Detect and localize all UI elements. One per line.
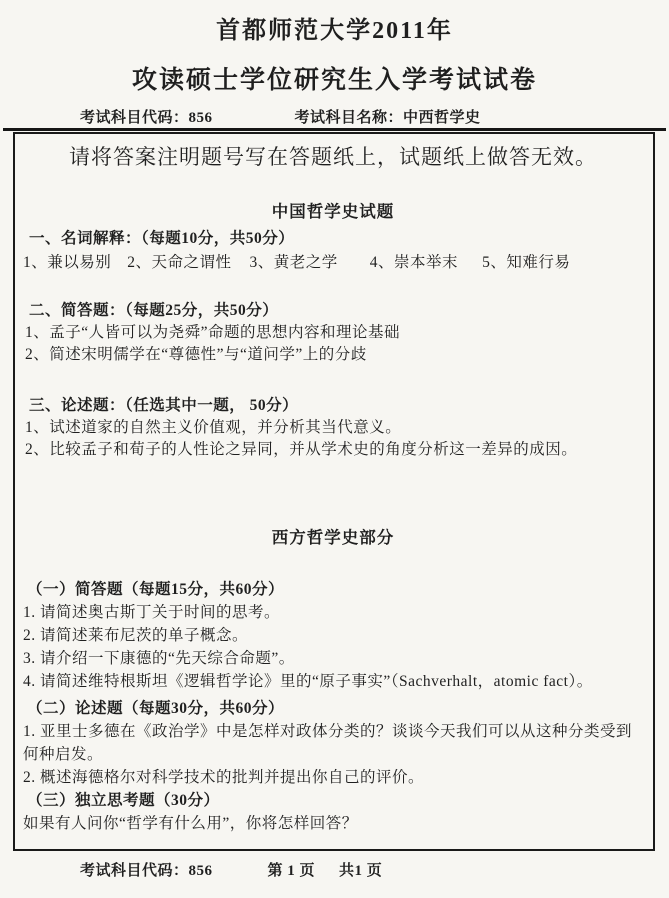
footer-subject-code: 考试科目代码：856 (80, 863, 213, 879)
exam-content-box (13, 132, 655, 851)
term-item: 3、黄老之学 (249, 254, 338, 271)
question-line: 2、简述宋明儒学在“尊德性”与“道问学”上的分歧 (25, 346, 367, 363)
western-part2-header: （二）论述题（每题30分，共60分） (27, 700, 285, 717)
chinese-part1-header: 一、名词解释：（每题10分，共50分） (29, 230, 295, 247)
term-item: 1、兼以易别 (23, 254, 112, 271)
chinese-part2-header: 二、简答题：（每题25分，共50分） (29, 302, 279, 319)
subject-info-row (0, 108, 669, 128)
header-divider-rule (3, 128, 666, 131)
western-part1-header: （一）简答题（每题15分，共60分） (27, 581, 285, 598)
question-line: 2. 概述海德格尔对科学技术的批判并提出你自己的评价。 (23, 769, 425, 786)
footer-total-pages: 共1 页 (339, 863, 383, 879)
chinese-part1-terms-row (23, 252, 643, 274)
question-line: 如果有人问你“哲学有什么用”，你将怎样回答？ (23, 815, 358, 832)
question-line: 1、孟子“人皆可以为尧舜”命题的思想内容和理论基础 (25, 324, 401, 341)
page-footer (0, 861, 669, 881)
question-line: 4. 请简述维特根斯坦《逻辑哲学论》里的“原子事实”（Sachverhalt，atomic fact）。 (23, 673, 593, 690)
western-section-heading: 西方哲学史部分 (271, 528, 395, 547)
question-line: 2. 请简述莱布尼茨的单子概念。 (23, 627, 249, 644)
question-line: 1、试述道家的自然主义价值观，并分析其当代意义。 (25, 419, 402, 436)
footer-page-number: 第 1 页 (267, 863, 316, 879)
subject-code-label: 考试科目代码：856 (80, 110, 213, 126)
term-item: 4、崇本举末 (369, 254, 459, 271)
question-line: 3. 请介绍一下康德的“先天综合命题”。 (23, 650, 295, 667)
subject-name-label: 考试科目名称：中西哲学史 (294, 110, 481, 126)
answer-sheet-notice: 请将答案注明题号写在答题纸上，试题纸上做答无效。 (69, 145, 597, 169)
question-line: 1. 亚里士多德在《政治学》中是怎样对政体分类的？谈谈今天我们可以从这种分类受到何种启发。 (23, 723, 633, 763)
question-line: 2、比较孟子和荀子的人性论之异同，并从学术史的角度分析这一差异的成因。 (25, 441, 578, 458)
university-title: 首都师范大学2011年 (216, 18, 453, 44)
western-part3-header: （三）独立思考题（30分） (27, 792, 220, 809)
term-item: 2、天命之谓性 (127, 254, 232, 271)
exam-title: 攻读硕士学位研究生入学考试试卷 (131, 67, 537, 94)
question-line: 1. 请简述奥古斯丁关于时间的思考。 (23, 604, 281, 621)
chinese-section-heading: 中国哲学史试题 (271, 202, 395, 221)
term-item: 5、知难行易 (482, 254, 571, 271)
chinese-part3-header: 三、论述题：（任选其中一题， 50分） (29, 397, 299, 414)
